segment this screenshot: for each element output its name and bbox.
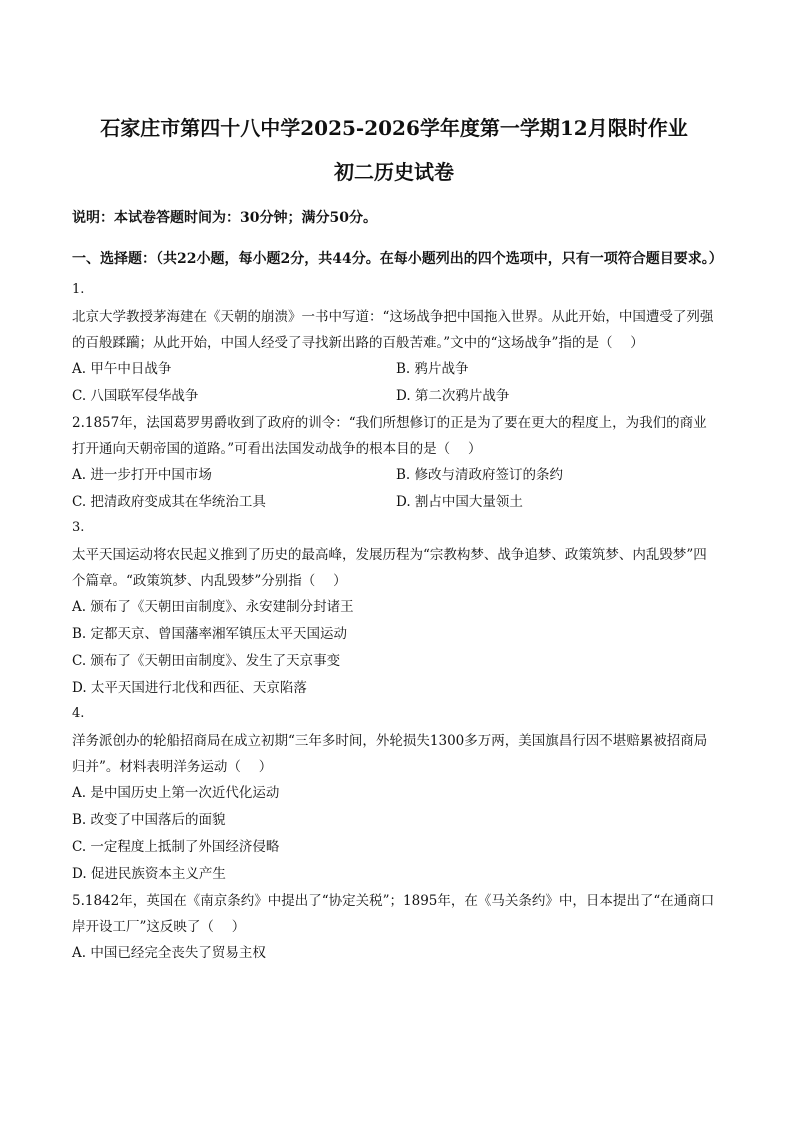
- question-stem: 北京大学教授茅海建在《天朝的崩溃》一书中写道：“这场战争把中国拖入世界。从此开始，中国遭受了列强的百般蹂躏；从此开始，中国人经受了寻找新出路的百般苦难。”文中的“这场战争”指的是（ ）: [72, 309, 714, 351]
- question-5: [72, 888, 716, 967]
- option-b[interactable]: B. 改变了中国落后的面貌: [72, 812, 226, 828]
- option-grid: [72, 356, 716, 410]
- option-c[interactable]: C. 把清政府变成其在华统治工具: [72, 494, 266, 510]
- section-heading: 一、选择题：（共22小题，每小题2分，共44分。在每小题列出的四个选项中，只有一项符合题目要求。）: [72, 251, 723, 267]
- option-d[interactable]: D. 促进民族资本主义产生: [72, 866, 226, 882]
- question-stem: 洋务派创办的轮船招商局在成立初期“三年多时间，外轮损失1300多万两，美国旗昌行因不堪赔累被招商局归并”。材料表明洋务运动（ ）: [72, 733, 708, 775]
- question-stem: 太平天国运动将农民起义推到了历史的最高峰，发展历程为“宗教构梦、战争追梦、政策筑梦、内乱毁梦”四个篇章。“政策筑梦、内乱毁梦”分别指（ ）: [72, 547, 707, 589]
- option-a[interactable]: A. 颁布了《天朝田亩制度》、永安建制分封诸王: [72, 599, 354, 615]
- option-a[interactable]: A. 是中国历史上第一次近代化运动: [72, 785, 280, 801]
- option-c[interactable]: C. 一定程度上抵制了外国经济侵略: [72, 839, 280, 855]
- option-b[interactable]: B. 鸦片战争: [396, 361, 469, 377]
- option-b[interactable]: B. 修改与清政府签订的条约: [396, 467, 564, 483]
- option-c[interactable]: C. 颁布了《天朝田亩制度》、发生了天京事变: [72, 653, 341, 669]
- question-2: [72, 410, 716, 516]
- question-number: 1.: [72, 282, 85, 297]
- question-number: 3.: [72, 520, 85, 535]
- question-stem: 5.1842年，英国在《南京条约》中提出了“协定关税”；1895年，在《马关条约》中，日本提出了“在通商口岸开设工厂”这反映了（ ）: [72, 893, 715, 935]
- option-d[interactable]: D. 割占中国大量领土: [396, 494, 523, 510]
- option-d[interactable]: D. 太平天国进行北伐和西征、天京陷落: [72, 680, 307, 696]
- question-4: [72, 704, 716, 888]
- exam-instructions: 说明：本试卷答题时间为：30分钟；满分50分。: [72, 210, 377, 226]
- option-grid: [72, 462, 716, 516]
- option-b[interactable]: B. 定都天京、曾国藩率湘军镇压太平天国运动: [72, 626, 348, 642]
- question-1: [72, 280, 716, 410]
- option-a[interactable]: A. 中国已经完全丧失了贸易主权: [72, 945, 266, 961]
- question-3: [72, 518, 716, 702]
- option-d[interactable]: D. 第二次鸦片战争: [396, 388, 510, 404]
- exam-subtitle: 初二历史试卷: [334, 160, 454, 184]
- option-c[interactable]: C. 八国联军侵华战争: [72, 388, 199, 404]
- question-number: 4.: [72, 706, 85, 721]
- option-a[interactable]: A. 甲午中日战争: [72, 361, 172, 377]
- question-stem: 2.1857年，法国葛罗男爵收到了政府的训令：“我们所想修订的正是为了要在更大的程度上，为我们的商业打开通向天朝帝国的道路。”可看出法国发动战争的根本目的是（ ）: [72, 415, 707, 457]
- option-a[interactable]: A. 进一步打开中国市场: [72, 467, 212, 483]
- exam-title: 石家庄市第四十八中学2025-2026学年度第一学期12月限时作业: [100, 116, 688, 140]
